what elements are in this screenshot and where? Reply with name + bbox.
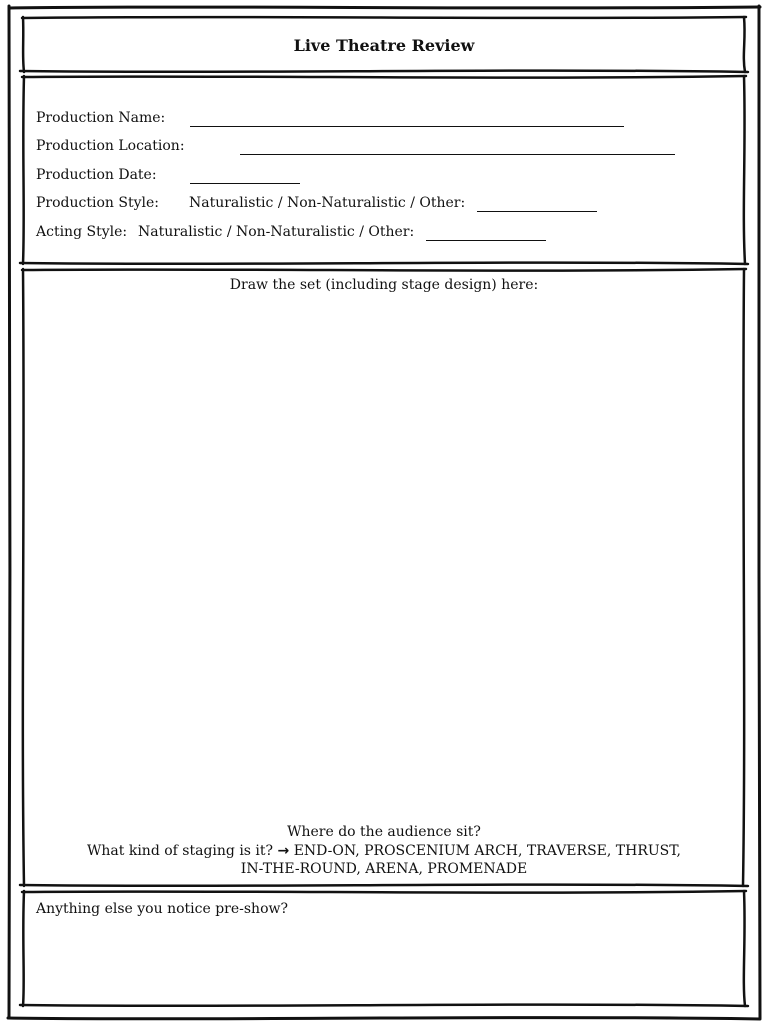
staging-question-line	[24, 843, 744, 859]
pre-show-notes-area[interactable]	[30, 922, 738, 1000]
set-drawing-area[interactable]	[30, 300, 738, 815]
production-location-line[interactable]	[240, 154, 675, 155]
production-location-label: Production Location:	[36, 138, 185, 154]
production-style-label: Production Style:	[36, 195, 159, 211]
page-title: Live Theatre Review	[293, 36, 475, 55]
audience-question: Where do the audience sit?	[287, 824, 481, 840]
pre-show-notes-prompt: Anything else you notice pre-show?	[36, 901, 288, 917]
acting-style-other-line[interactable]	[426, 240, 546, 241]
production-name-line[interactable]	[190, 126, 624, 127]
acting-style-options: Naturalistic / Non-Naturalistic / Other:	[138, 224, 415, 240]
production-date-label: Production Date:	[36, 167, 157, 183]
acting-style-label: Acting Style:	[36, 224, 128, 240]
set-drawing-instruction: Draw the set (including stage design) here:	[229, 277, 539, 293]
production-name-label: Production Name:	[36, 110, 166, 126]
staging-options-line2: IN-THE-ROUND, ARENA, PROMENADE	[240, 861, 528, 877]
production-style-options: Naturalistic / Non-Naturalistic / Other:	[189, 195, 466, 211]
staging-question: What kind of staging is it?	[87, 843, 274, 859]
right-arrow-icon: →	[277, 843, 290, 859]
staging-options-line1: END-ON, PROSCENIUM ARCH, TRAVERSE, THRUST,	[293, 843, 681, 859]
production-style-other-line[interactable]	[477, 211, 597, 212]
production-date-line[interactable]	[190, 183, 300, 184]
